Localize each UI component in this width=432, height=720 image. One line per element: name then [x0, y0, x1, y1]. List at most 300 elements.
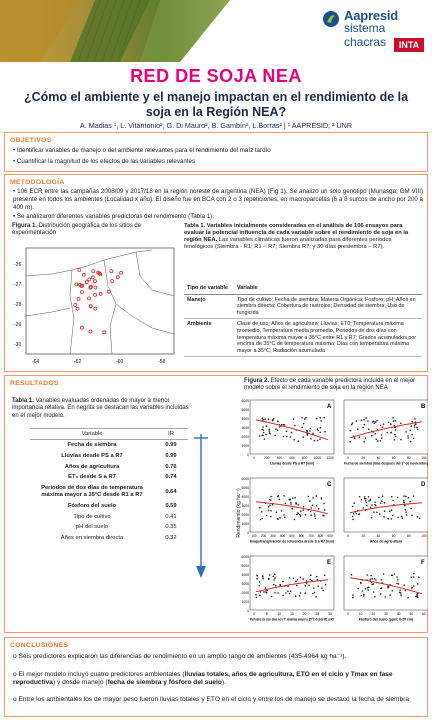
data-point: [400, 594, 402, 596]
data-point: [359, 436, 361, 438]
authors-line: A. Madias ¹, L. Vitantonio², G. Di Mauro², B. Gambín², L.Borras² | ¹ AAPRESID; ² UNR: [79, 121, 353, 130]
data-point: [272, 576, 274, 578]
data-point: [397, 497, 399, 499]
data-point: [368, 428, 370, 430]
data-point: [371, 517, 373, 519]
map-y-tick: -27: [14, 282, 22, 288]
data-point: [315, 596, 317, 598]
data-point: [395, 436, 397, 438]
data-point: [260, 591, 262, 593]
data-point: [274, 577, 276, 579]
data-point: [324, 431, 326, 433]
importance-arrow: [192, 432, 210, 582]
x-tick-label: 0: [347, 456, 349, 460]
y-tick-label: 5000: [241, 564, 249, 568]
data-point: [313, 587, 315, 589]
data-point: [374, 578, 376, 580]
data-point: [262, 578, 264, 580]
data-point: [349, 441, 351, 443]
x-tick-label: 0: [253, 456, 255, 460]
variable-cell: Años de agricultura: [64, 463, 120, 470]
data-point: [406, 514, 408, 516]
data-point: [270, 516, 272, 518]
data-point: [367, 420, 369, 422]
data-point: [366, 505, 368, 507]
data-point: [387, 585, 389, 587]
x-tick-label: 20: [361, 456, 366, 460]
data-point: [277, 420, 279, 422]
data-point: [266, 515, 268, 517]
data-point: [265, 434, 267, 436]
panel-letter: B: [421, 404, 426, 410]
data-point: [392, 575, 394, 577]
map-y-tick: -26: [14, 262, 22, 268]
data-point: [414, 426, 416, 428]
data-point: [259, 435, 261, 437]
variable-cell: Periodos de dos días de temperatura máxima mayor a 35°C desde R1 a R7: [41, 485, 143, 498]
data-point: [268, 578, 270, 580]
x-tick-label: 200: [263, 456, 270, 460]
data-point: [293, 578, 295, 580]
data-point: [322, 590, 324, 592]
data-point: [271, 496, 273, 498]
x-tick-label: 80: [406, 534, 411, 538]
data-point: [262, 426, 264, 428]
map-y-tick: -29: [14, 322, 22, 328]
data-point: [386, 432, 388, 434]
data-point: [315, 495, 317, 497]
data-point: [384, 502, 386, 504]
map-y-tick: -30: [14, 342, 22, 348]
data-point: [296, 585, 298, 587]
data-point: [409, 429, 411, 431]
data-point: [392, 500, 394, 502]
data-point: [261, 518, 263, 520]
data-point: [316, 576, 318, 578]
x-tick-label: 0: [347, 612, 349, 616]
data-point: [367, 589, 369, 591]
data-point: [283, 424, 285, 426]
table-row: [30, 533, 188, 544]
data-point: [368, 586, 370, 588]
data-point: [375, 505, 377, 507]
data-point: [387, 587, 389, 589]
x-tick-label: 100: [251, 534, 257, 538]
data-point: [419, 518, 421, 520]
ir-cell: 0.41: [165, 513, 177, 520]
data-point: [282, 595, 284, 597]
panel-letter: F: [421, 560, 425, 566]
data-point: [283, 436, 285, 438]
data-point: [378, 497, 380, 499]
data-point: [375, 433, 377, 435]
data-point: [295, 502, 297, 504]
y-tick-label: 4000: [241, 573, 249, 577]
data-point: [353, 437, 355, 439]
data-point: [289, 593, 291, 595]
data-point: [361, 420, 363, 422]
data-point: [392, 590, 394, 592]
data-point: [383, 573, 385, 575]
data-point: [279, 426, 281, 428]
data-point: [370, 578, 372, 580]
data-point: [321, 498, 323, 500]
x-tick-label: 60: [422, 612, 426, 616]
data-point: [300, 577, 302, 579]
table-row: [30, 472, 188, 483]
data-point: [397, 579, 399, 581]
data-point: [365, 500, 367, 502]
data-point: [407, 597, 409, 599]
data-point: [297, 513, 299, 515]
data-point: [299, 514, 301, 516]
variable-cell: Lluvias desde PS a R7: [61, 452, 123, 459]
map-x-tick: -58: [158, 359, 166, 365]
data-point: [381, 437, 383, 439]
table-row: [30, 462, 188, 473]
data-point: [363, 507, 365, 509]
data-point: [352, 506, 354, 508]
data-point: [371, 578, 373, 580]
table-row: [30, 451, 188, 462]
x-tick-label: 40: [376, 456, 381, 460]
data-point: [269, 432, 271, 434]
data-point: [392, 515, 394, 517]
panel-letter: E: [327, 560, 332, 566]
map-x-tick: -60: [116, 359, 124, 365]
data-point: [380, 593, 382, 595]
data-point: [323, 417, 325, 419]
logo-subtitle: sistema chacras: [344, 21, 387, 49]
data-point: [404, 505, 406, 507]
data-point: [310, 511, 312, 513]
ir-cell: 0.74: [165, 474, 177, 481]
data-point: [405, 431, 407, 433]
data-point: [287, 591, 289, 593]
data-point: [259, 585, 261, 587]
x-tick-label: 200: [260, 534, 267, 538]
data-point: [281, 510, 283, 512]
data-point: [269, 499, 271, 501]
data-point: [380, 588, 382, 590]
metodologia-item: • 106 ECR entre las campañas 2008/09 y 2017/18 en la región noreste de argentina (NEA) (Fig 1). Se analizo un solo genotipo (Munasqa; GM VIII) presente en todos los ambientes (Localidad x año). El diseño fue en BCA con 2 o 3 repeticiones, en macroparcelas (6 a 8 surcos de ancho por 200 a 400 m).: [13, 188, 424, 211]
data-point: [371, 582, 373, 584]
data-point: [272, 420, 274, 422]
data-point: [391, 509, 393, 511]
x-tick-label: 20: [302, 612, 307, 616]
data-point: [289, 577, 291, 579]
objetivos-section: [4, 132, 428, 172]
header-photo-banner: [0, 0, 230, 62]
data-point: [277, 518, 279, 520]
data-point: [375, 579, 377, 581]
data-point: [407, 437, 409, 439]
y-tick-label: 1000: [241, 444, 249, 448]
scatter-panel-b: [344, 400, 428, 466]
data-point: [418, 576, 420, 578]
data-point: [262, 434, 264, 436]
data-point: [417, 596, 419, 598]
data-point: [299, 595, 301, 597]
ir-cell: 0.35: [165, 524, 177, 531]
data-point: [256, 578, 258, 580]
map-x-tick: -64: [32, 359, 40, 365]
table-row: [30, 512, 188, 523]
data-point: [376, 438, 378, 440]
data-point: [320, 420, 322, 422]
data-point: [365, 588, 367, 590]
data-point: [273, 584, 275, 586]
figure2-panels: [232, 396, 428, 630]
table-row: [30, 440, 188, 451]
data-point: [283, 495, 285, 497]
data-point: [400, 439, 402, 441]
x-tick-label: 900: [327, 534, 333, 538]
data-point: [366, 502, 368, 504]
y-tick-label: 2000: [241, 435, 249, 439]
data-point: [411, 425, 413, 427]
data-point: [268, 419, 270, 421]
data-point: [390, 432, 392, 434]
data-point: [373, 422, 375, 424]
data-point: [381, 500, 383, 502]
data-point: [309, 500, 311, 502]
x-tick-label: 10: [358, 612, 363, 616]
data-point: [277, 429, 279, 431]
data-point: [320, 427, 322, 429]
data-point: [390, 423, 392, 425]
resultados-heading: RESULTADOS: [10, 380, 59, 387]
data-point: [376, 420, 378, 422]
y-tick-label: 0: [247, 531, 249, 535]
panel-frame: [344, 556, 428, 610]
data-point: [373, 583, 375, 585]
data-point: [315, 518, 317, 520]
data-point: [368, 496, 370, 498]
data-point: [394, 573, 396, 575]
x-tick-label: 400: [276, 456, 283, 460]
data-point: [262, 417, 264, 419]
data-point: [366, 574, 368, 576]
data-point: [284, 517, 286, 519]
variable-cell: Fósforo del suelo: [67, 502, 117, 509]
x-axis-label: Evapotranspiración de referencia desde S a R7 (mm): [250, 539, 334, 544]
figure2-ylabel: Rendimiento (kg ha⁻¹): [236, 488, 242, 538]
data-point: [269, 505, 271, 507]
conclusion-item: o El mejor modelo incluyó cuatro predictores ambientales (lluvias totales, años de agricultura, ETO en el ciclo y Tmax en fase reproductiva) y dosde manejo (fecha de siembra y fósforo del suelo).: [13, 671, 393, 686]
data-point: [403, 495, 405, 497]
panel-letter: A: [327, 404, 332, 410]
ir-cell: 0.76: [165, 463, 177, 470]
data-point: [294, 519, 296, 521]
data-point: [385, 596, 387, 598]
data-point: [417, 583, 419, 585]
x-tick-label: 800: [301, 456, 308, 460]
data-point: [312, 497, 314, 499]
data-point: [266, 425, 268, 427]
data-point: [395, 429, 397, 431]
y-tick-label: 3000: [241, 504, 249, 508]
variable-cell: Fecha de siembra: [67, 442, 117, 448]
y-tick-label: 3000: [241, 426, 249, 430]
data-point: [293, 439, 295, 441]
ir-cell: 0.99: [165, 442, 177, 448]
data-point: [302, 436, 304, 438]
data-point: [362, 590, 364, 592]
data-point: [383, 516, 385, 518]
data-point: [275, 585, 277, 587]
data-point: [314, 515, 316, 517]
data-point: [306, 430, 308, 432]
data-point: [289, 499, 291, 501]
x-tick-label: 100: [421, 456, 427, 460]
y-tick-label: 4000: [241, 417, 249, 421]
data-point: [417, 516, 419, 518]
data-point: [415, 423, 417, 425]
y-tick-label: 3000: [241, 582, 249, 586]
objetivo-item: • Identificar variables de manejo o del ambiente relevantes para el rendimiento del maíz tardío: [13, 147, 271, 154]
x-tick-label: 15: [290, 612, 294, 616]
x-tick-label: 10: [277, 612, 282, 616]
data-point: [351, 574, 353, 576]
data-point: [286, 436, 288, 438]
data-point: [310, 574, 312, 576]
data-point: [398, 583, 400, 585]
data-point: [363, 441, 365, 443]
data-point: [300, 510, 302, 512]
data-point: [263, 432, 265, 434]
scatter-panel-e: [241, 555, 334, 622]
data-point: [389, 594, 391, 596]
data-point: [411, 514, 413, 516]
x-tick-label: 1000: [313, 456, 322, 460]
y-tick-label: 6000: [241, 477, 249, 481]
data-point: [297, 504, 299, 506]
data-point: [304, 418, 306, 420]
panel-letter: D: [421, 482, 426, 488]
data-point: [261, 511, 263, 513]
y-tick-label: 6000: [241, 555, 249, 559]
conclusion-item: o Entre los ambientales los de mayor peso fueron lluvias totales y ETO en el ciclo y entre los de manejo se destacó la fecha de siembra: [13, 696, 410, 703]
metodologia-heading: METODOLOGÍA: [10, 179, 65, 186]
data-point: [319, 438, 321, 440]
data-point: [314, 513, 316, 515]
data-point: [394, 439, 396, 441]
data-point: [279, 517, 281, 519]
data-point: [310, 438, 312, 440]
data-point: [287, 585, 289, 587]
data-point: [383, 423, 385, 425]
data-point: [381, 579, 383, 581]
data-point: [297, 579, 299, 581]
data-point: [380, 440, 382, 442]
data-point: [371, 435, 373, 437]
data-point: [359, 513, 361, 515]
data-point: [307, 434, 309, 436]
aapresid-leaf-icon: [322, 10, 340, 28]
data-point: [371, 504, 373, 506]
data-point: [363, 595, 365, 597]
data-point: [265, 591, 267, 593]
data-point: [263, 591, 265, 593]
data-point: [411, 434, 413, 436]
data-point: [381, 434, 383, 436]
x-tick-label: 60: [391, 534, 396, 538]
data-point: [310, 428, 312, 430]
table1-caption: Tabla 1. Variables inicialmente consideradas en el análisis de 106 ensayos para evaluar la potencial influencia de cada variable sobre el rendimiento de soja en la región NEA. Las variables climáticas fueron analizadas para diferentes periodos fenológicos (Siembra - R1; R1 – R7; Siembra R7; y 30 días presiembra – R7).: [184, 223, 409, 250]
data-point: [373, 511, 375, 513]
data-point: [417, 429, 419, 431]
data-point: [387, 518, 389, 520]
table1-header-variable: Variable: [234, 283, 422, 294]
x-tick-label: 800: [317, 534, 324, 538]
x-tick-label: 700: [308, 534, 314, 538]
data-point: [364, 496, 366, 498]
data-point: [365, 417, 367, 419]
x-tick-label: 300: [270, 534, 276, 538]
data-point: [413, 495, 415, 497]
y-tick-label: 6000: [241, 399, 249, 403]
data-point: [310, 514, 312, 516]
conclusiones-section: [4, 637, 428, 717]
data-point: [304, 592, 306, 594]
data-point: [370, 507, 372, 509]
data-point: [256, 597, 258, 599]
data-point: [403, 500, 405, 502]
data-point: [411, 576, 413, 578]
data-point: [352, 422, 354, 424]
data-point: [290, 502, 292, 504]
data-point: [413, 576, 415, 578]
data-point: [324, 574, 326, 576]
data-point: [364, 498, 366, 500]
data-point: [413, 438, 415, 440]
data-point: [269, 574, 271, 576]
data-point: [413, 585, 415, 587]
data-point: [314, 592, 316, 594]
data-point: [318, 508, 320, 510]
data-point: [374, 596, 376, 598]
ir-cell: 0.99: [165, 452, 177, 459]
poster-title: ¿Cómo el ambiente y el manejo impactan en el rendimiento de la soja en la Región NEA?: [23, 90, 409, 119]
data-point: [408, 497, 410, 499]
data-point: [325, 584, 327, 586]
x-tick-label: 5: [265, 612, 268, 616]
data-point: [305, 585, 307, 587]
figure2-caption: Figura 2. Efecto de cada variable predictora incluida en el mejor modelo sobre el rendimiento de soja en la región NEA: [244, 378, 416, 392]
scatter-panel-f: [344, 556, 428, 622]
x-tick-label: 40: [396, 612, 401, 616]
x-axis-label: Fósforo del suelo (ppm; 0-20 cm): [358, 617, 414, 622]
x-tick-label: 20: [361, 534, 366, 538]
y-tick-label: 0: [247, 453, 249, 457]
x-tick-label: 80: [406, 456, 411, 460]
x-tick-label: 1200: [326, 456, 334, 460]
data-point: [352, 516, 354, 518]
data-point: [351, 424, 353, 426]
table-row: Ambiente Clase de uso; Años de agricultura; Lluvias; ET0; Temperatura máxima promedio, Temperatura media promedio, Periodos de dos días con temperatura máxima mayor a 35°C entre R1 y R7; Grados acumulados por encima de 35°C de temperatura máxima; Días con temperatura máxima mayor a 35°C; Radiación acumulada: [184, 319, 422, 357]
data-point: [380, 425, 382, 427]
table-row: [30, 483, 188, 501]
data-point: [382, 495, 384, 497]
data-point: [410, 441, 412, 443]
data-point: [264, 438, 266, 440]
data-point: [416, 427, 418, 429]
y-tick-label: 2000: [241, 513, 249, 517]
data-point: [273, 579, 275, 581]
panel-frame: [344, 400, 428, 454]
data-point: [400, 422, 402, 424]
